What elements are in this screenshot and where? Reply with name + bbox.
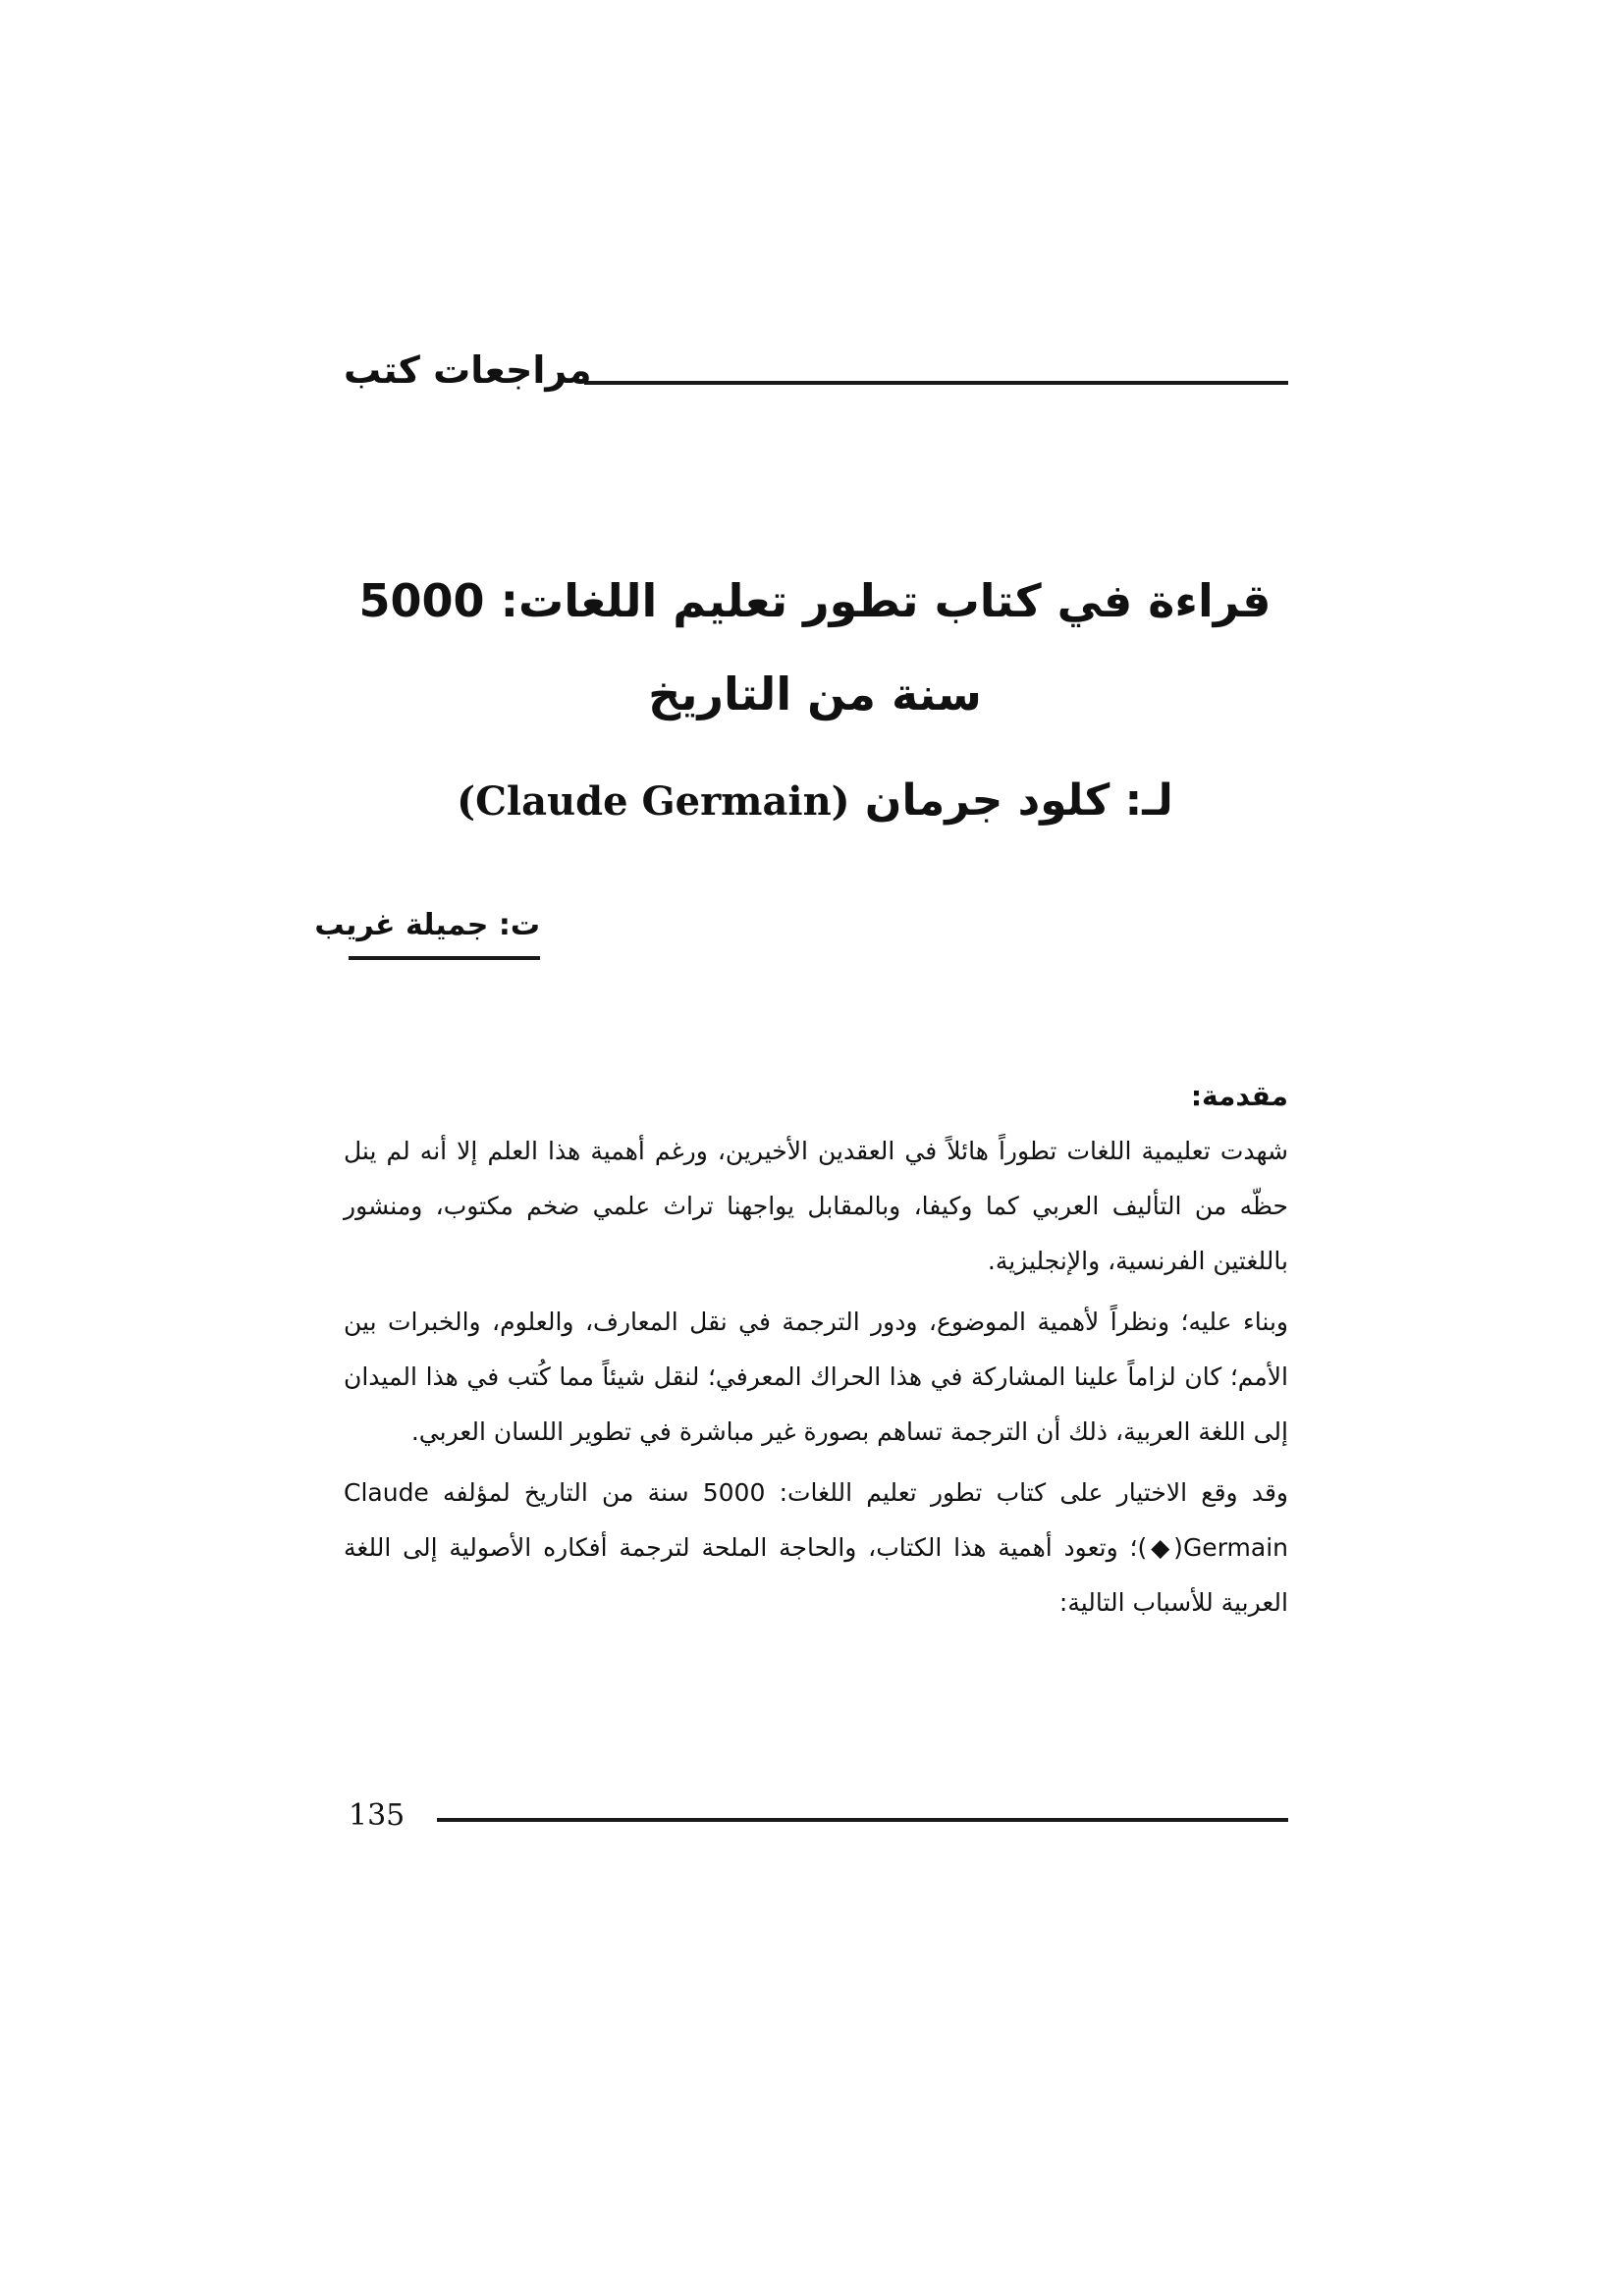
article-body	[344, 1080, 1288, 1636]
translator-name: ت: جميلة غريب	[314, 908, 540, 942]
author-name-latin: (Claude Germain)	[457, 778, 850, 825]
paragraph: وبناء عليه؛ ونظراً لأهمية الموضوع، ودور الترجمة في نقل المعارف، والعلوم، والخبرات بين الأمم؛ كان لزاماً علينا المشاركة في هذا الحراك المعرفي؛ لنقل شيئاً مما كُتب في هذا الميدان إلى اللغة العربية، ذلك أن الترجمة تساهم بصورة غير مباشرة في تطوير اللسان العربي.	[344, 1308, 1288, 1446]
author-name-arabic: لـ: كلود جرمان	[864, 775, 1173, 826]
page-footer	[349, 1796, 1288, 1845]
intro-heading: مقدمة:	[1190, 1080, 1288, 1112]
section-title: مراجعات كتب	[344, 348, 592, 392]
article-title-line-2: سنة من التاريخ	[648, 667, 982, 721]
translator-rule	[349, 956, 540, 960]
article-title-line-1: قراءة في كتاب تطور تعليم اللغات: 5000	[358, 574, 1272, 627]
section-header	[344, 348, 1288, 407]
author-line	[324, 775, 1306, 826]
paragraph: شهدت تعليمية اللغات تطوراً هائلاً في العقدين الأخيرين، ورغم أهمية هذا العلم إلا أنه لم ينل حظّه من التأليف العربي كما وكيفا، وبالمقابل يواجهنا تراث علمي ضخم مكتوب، ومنشور باللغتين الفرنسية، والإنجليزية.	[344, 1137, 1288, 1275]
footer-rule	[437, 1818, 1288, 1822]
translator-block	[314, 908, 540, 960]
page-number: 135	[349, 1798, 406, 1833]
header-rule	[584, 381, 1288, 385]
paragraph: وقد وقع الاختيار على كتاب تطور تعليم اللغات: 5000 سنة من التاريخ لمؤلفه Claude Germain(◆)؛ وتعود أهمية هذا الكتاب، والحاجة الملحة لترجمة أفكاره الأصولية إلى اللغة العربية للأسباب التالية:	[344, 1478, 1288, 1617]
